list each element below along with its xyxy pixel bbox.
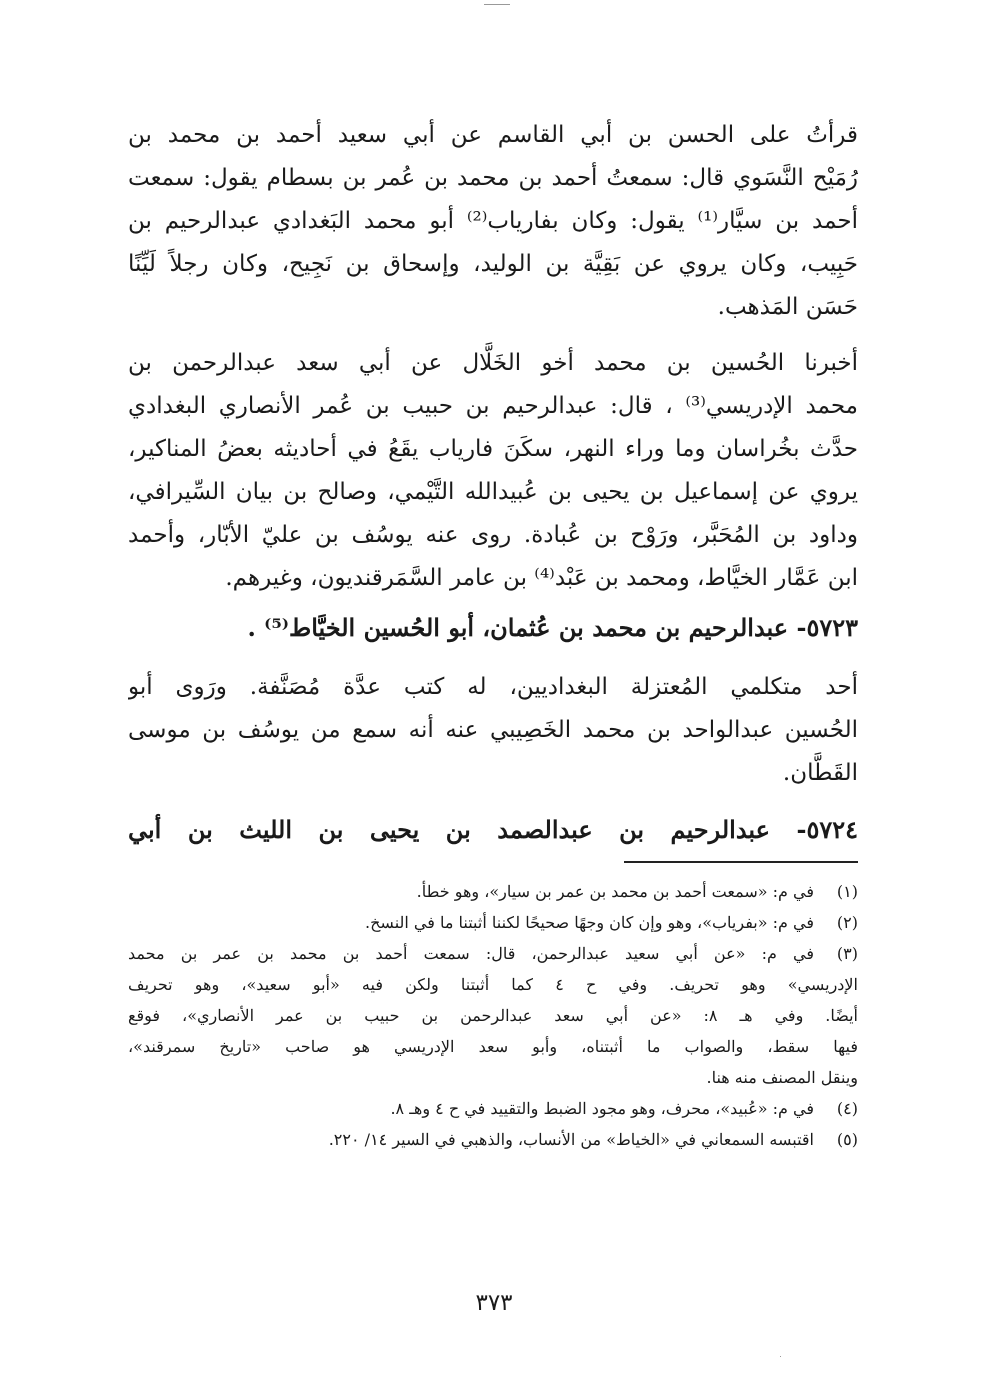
footnote-item <box>128 1124 858 1155</box>
footnote-text: وينقل المصنف منه هنا. <box>706 1068 858 1087</box>
entry-5723 <box>128 604 858 652</box>
scan-mark-corner <box>780 1356 781 1357</box>
footnote-number: (٤) <box>836 1099 858 1118</box>
footnote-number: (٢) <box>836 913 858 932</box>
footnote-number: (١) <box>836 882 858 901</box>
text-line: حَسَن المَذهب. <box>717 294 858 320</box>
paragraph-2 <box>128 342 858 600</box>
text-line: رُمَيْح النَّسَوي قال: سمعتُ أحمد بن محمد بن عُمر بن بسطام يقول: سمعت <box>128 165 858 191</box>
footnote-text: أيضًا. وفي هـ ٨: «عن أبي سعد عبدالرحمن بن حبيب بن عمر الأنصاري»، فوقع <box>128 1006 858 1025</box>
text-line: أحمد بن سيَّار⁽¹⁾ يقول: وكان بفارياب⁽²⁾ أبو محمد البَغدادي عبدالرحيم بن <box>128 208 858 234</box>
footnote-text: الإدريسي» وهو تحريف. وفي ح ٤ كما أثبتنا ولكن فيه «أبو سعيد»، وهو تحريف <box>128 975 858 994</box>
entry-5723-body <box>128 666 858 795</box>
text-line: قرأتُ على الحسن بن أبي القاسم عن أبي سعيد أحمد بن محمد بن <box>128 122 858 148</box>
text-line: حدَّث بخُراسان وما وراء النهر، سكَنَ فارياب يقَعُ في أحاديثه بعضُ المناكير، <box>128 436 858 462</box>
page-number: ٣٧٣ <box>475 1290 513 1316</box>
footnote-text: اقتبسه السمعاني في «الخياط» من الأنساب، والذهبي في السير ١٤/ ٢٢٠. <box>328 1130 814 1149</box>
text-line: يروي عن إسماعيل بن يحيى بن عُبيدالله التَّيْمي، وصالح بن بيان السِّيرافي، <box>128 479 858 505</box>
text-line: وداود بن المُحَبَّر، ورَوْح بن عُبادة. روى عنه يوسُف بن عليّ الأبّار، وأحمد <box>128 522 858 548</box>
footnote-number: (٣) <box>836 944 858 963</box>
text-line: أخبرنا الحُسين بن محمد أخو الخَلَّال عن أبي سعد عبدالرحمن بن <box>128 350 858 376</box>
footnote-text: فيها سقط، والصواب ما أثبتناه، وأبو سعد الإدريسي هو صاحب «تاريخ سمرقند»، <box>128 1037 858 1056</box>
text-line: حَبِيب، وكان يروي عن بَقِيَّة بن الوليد، وإسحاق بن نَجِيح، وكان رجلاً لَيِّنًا <box>128 251 858 277</box>
footnote-text: في م: «عُبيد»، محرف، وهو مجود الضبط والتقييد في ح ٤ وهـ ٨. <box>390 1099 814 1118</box>
paragraph-1 <box>128 114 858 329</box>
footnote-number: (٥) <box>836 1130 858 1149</box>
entry-heading: ٥٧٢٤- عبدالرحيم بن عبدالصمد بن يحيى بن الليث بن أبي <box>128 815 858 844</box>
entry-5724 <box>128 806 858 854</box>
text-line: محمد الإدريسي⁽³⁾ ، قال: عبدالرحيم بن حبيب بن عُمر الأنصاري البغدادي <box>128 393 858 419</box>
text-line: ابن عَمَّار الخيَّاط، ومحمد بن عَبْد⁽⁴⁾ بن عامر السَّمَرقنديون، وغيرهم. <box>225 565 858 591</box>
text-line: الحُسين عبدالواحد بن محمد الخَصِيبي عنه أنه سمع من يوسُف بن موسى <box>128 717 858 743</box>
footnote-text: في م: «عن أبي سعيد عبدالرحمن، قال: سمعت أحمد بن محمد بن عمر بن محمد <box>128 944 814 963</box>
scan-mark-top <box>484 4 510 5</box>
footnote-item <box>128 1093 858 1124</box>
footnote-item <box>128 938 858 1093</box>
footnote-item <box>128 907 858 938</box>
text-line: القَطَّان. <box>782 760 858 786</box>
footnote-separator <box>624 861 858 863</box>
footnote-text: في م: «بفرياب»، وهو وإن كان وجهًا صحيحًا لكننا أثبتنا ما في النسخ. <box>365 913 814 932</box>
footnote-item <box>128 876 858 907</box>
footnote-text: في م: «سمعت أحمد بن محمد بن عمر بن سيار»، وهو خطأ. <box>416 882 814 901</box>
entry-heading: ٥٧٢٣- عبدالرحيم بن محمد بن عُثمان، أبو الحُسين الخيَّاط⁽⁵⁾ . <box>247 613 858 642</box>
footnotes <box>128 876 858 1155</box>
text-line: أحد متكلمي المُعتزلة البغداديين، له كتب عدَّة مُصَنَّفة. ورَوى أبو <box>128 674 858 700</box>
